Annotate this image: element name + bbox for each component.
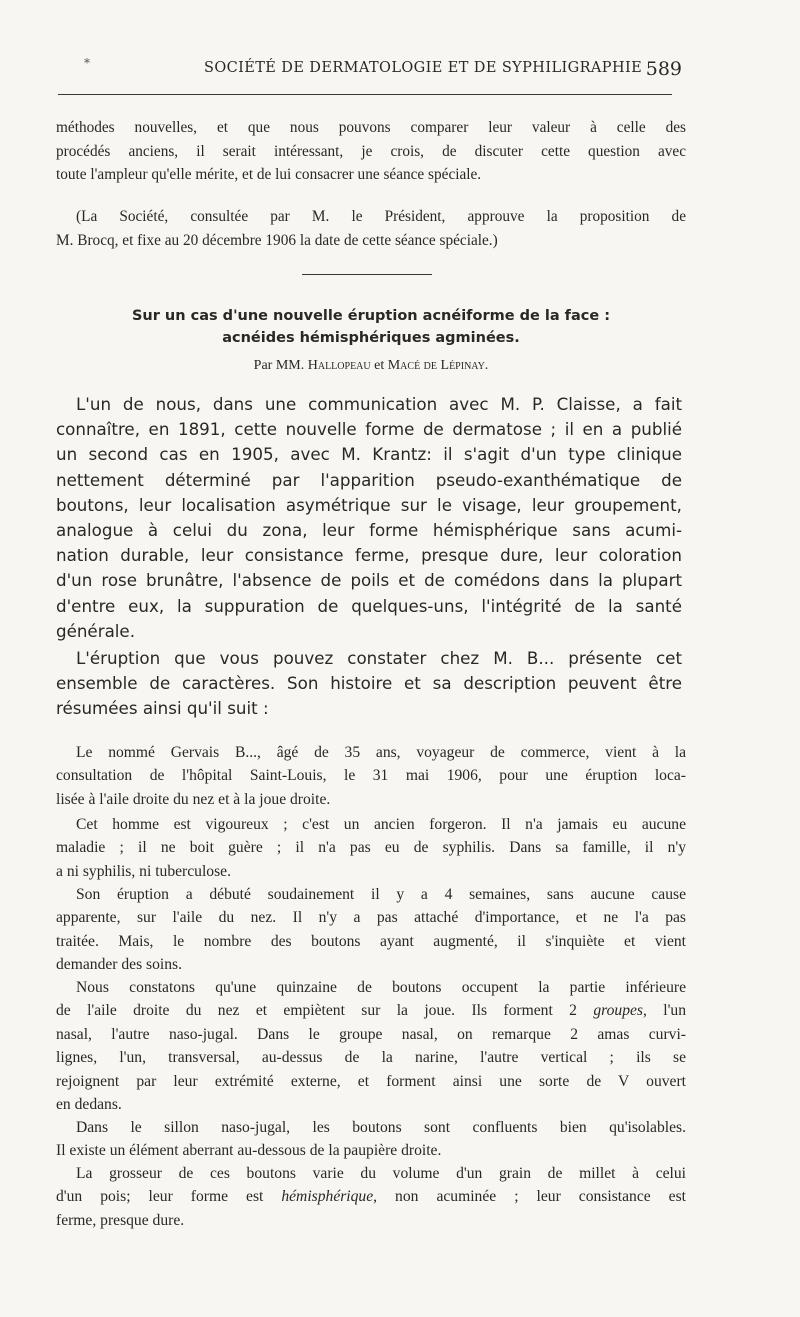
byline: Par MM. Hallopeau et Macé de Lépinay.: [253, 358, 489, 373]
intro-paragraph-1: méthodes nouvelles, et que nous pouvons comparer leur valeur à celle des procédés anciens, il serait intéressant, je crois, de discuter cette question avec toute l'ampleur qu'elle mérite, et de lui consacrer une séance spéciale.: [56, 119, 686, 183]
page-number: 589: [645, 58, 682, 80]
header-rule: [58, 94, 672, 95]
emphasis-groupes: groupes: [593, 1002, 643, 1020]
article-title-line-1: Sur un cas d'une nouvelle éruption acnéiforme de la face :: [131, 308, 611, 324]
printer-mark: *: [84, 56, 90, 70]
section-divider: [302, 274, 432, 275]
observation-paragraph-2: Cet homme est vigoureux ; c'est un ancien forgeron. Il n'a jamais eu aucune maladie ; il ne boit guère ; il n'a pas eu de syphilis. Dans sa famille, il n'y a ni syphilis, ni tuberculose.: [56, 816, 686, 880]
observation-paragraph-3: Son éruption a débuté soudainement il y a 4 semaines, sans aucune cause apparente, sur l'aile du nez. Il n'y a pas attaché d'importance, et ne l'a pas traitée. Mais, le nombre des boutons ayant augmenté, il s'inquiète et vient demander des soins.: [56, 886, 686, 974]
observation-paragraph-1: Le nommé Gervais B..., âgé de 35 ans, voyageur de commerce, vient à la consultation de l'hôpital Saint-Louis, le 31 mai 1906, pour une éruption loca- lisée à l'aile droite du nez et à la joue droite.: [56, 744, 686, 808]
observation-paragraph-6: La grosseur de ces boutons varie du volume d'un grain de millet à celui d'un pois; leur forme est hémisphérique, non acuminée ; leur consistance est ferme, presque dure.: [56, 1165, 686, 1229]
article-title-line-2: acnéides hémisphériques agminées.: [222, 330, 520, 346]
observation-paragraph-5: Dans le sillon naso-jugal, les boutons sont confluents bien qu'isolables. Il existe un élément aberrant au-dessous de la paupière droite.: [56, 1119, 686, 1160]
observation-paragraph-4: Nous constatons qu'une quinzaine de boutons occupent la partie inférieure de l'aile droite du nez et empiètent sur la joue. Ils forment 2 groupes, l'un nasal, l'autre naso-jugal. Dans le groupe nasal, on remarque 2 amas curvi- lignes, l'un, transversal, au-dessus de la narine, l'autre vertical ; ils se rejoignent par leur extrémité externe, et forment ainsi une sorte de V ouvert en dedans.: [56, 979, 686, 1114]
author-hallopeau: Hallopeau: [307, 358, 371, 373]
running-header: [56, 58, 686, 82]
emphasis-hemispherique: hémisphérique: [281, 1188, 374, 1206]
running-title: SOCIÉTÉ DE DERMATOLOGIE ET DE SYPHILIGRAPHIE: [204, 60, 643, 76]
article-title: [56, 305, 686, 349]
intro-paragraph-2: (La Société, consultée par M. le Président, approuve la proposition de M. Brocq, et fixe au 20 décembre 1906 la date de cette séance spéciale.): [56, 208, 686, 249]
body-paragraph-2: L'éruption que vous pouvez constater chez M. B... présente cet ensemble de caractères. Son histoire et sa description peuvent être résumées ainsi qu'il suit :: [56, 648, 682, 719]
body-paragraph-1: L'un de nous, dans une communication avec M. P. Claisse, a fait connaître, en 1891, cette nouvelle forme de dermatose ; il en a publié un second cas en 1905, avec M. Krantz: il s'agit d'un type clinique nettement déterminé par l'apparition pseudo-exanthématique de boutons, leur localisation asymétrique sur le visage, leur groupement, analogue à celui du zona, leur forme hémisphérique sans acumi- nation durable, leur consistance ferme, presque dure, leur coloration d'un rose brunâtre, l'absence de poils et de comédons dans la plupart d'entre eux, la suppuration de quelques-uns, l'intégrité de la santé générale.: [56, 394, 682, 641]
author-mace-de-lepinay: Macé de Lépinay.: [387, 358, 489, 373]
